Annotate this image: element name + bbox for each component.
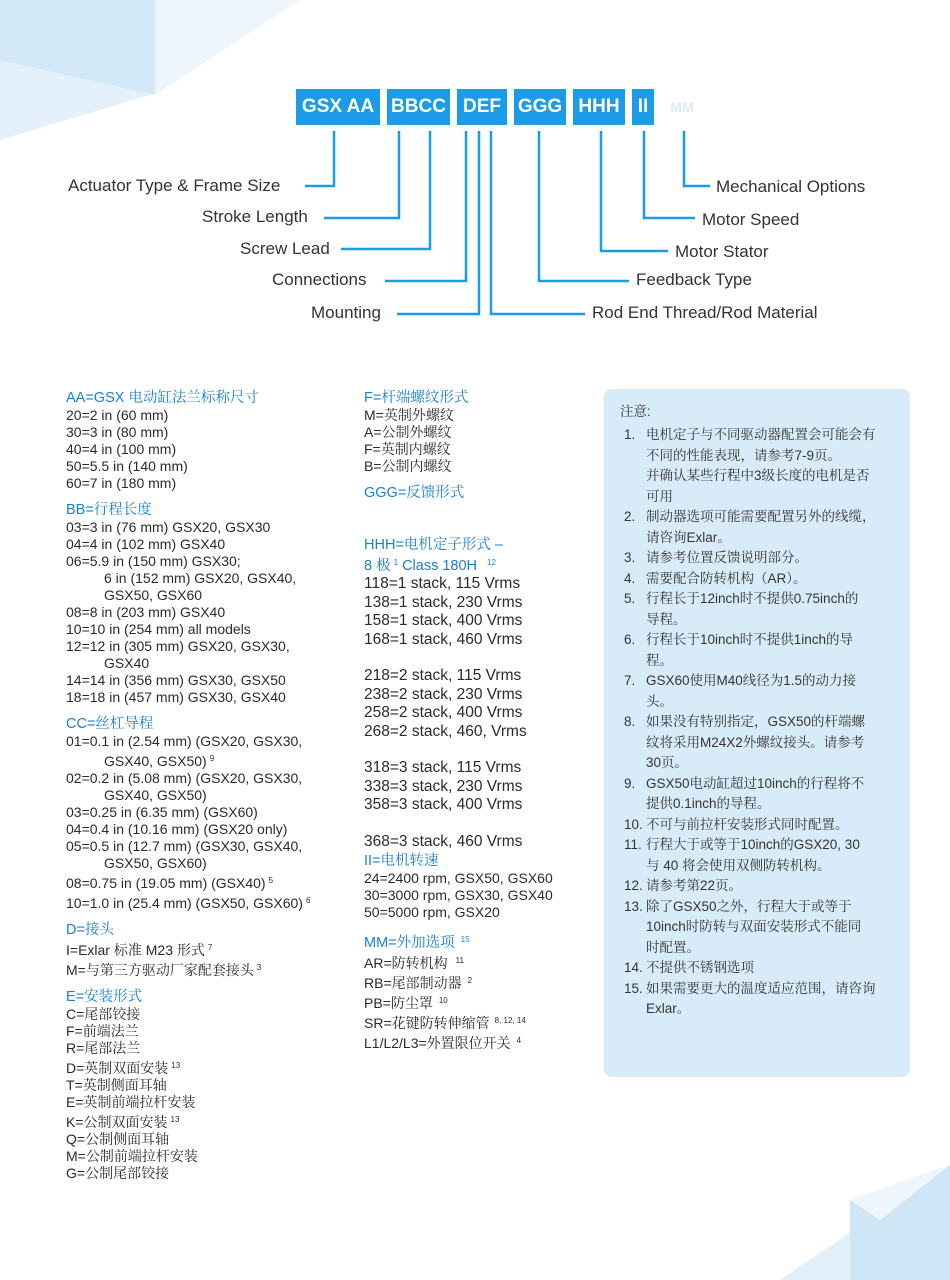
hhh-item: 158=1 stack, 400 Vrms xyxy=(364,612,523,629)
footnote-ref: 2 xyxy=(467,976,473,985)
aa-item: 50=5.5 in (140 mm) xyxy=(66,458,188,474)
hhh-item: 268=2 stack, 460, Vrms xyxy=(364,722,527,740)
line-mechanical xyxy=(684,131,710,186)
mm-item-text: AR=防转机构 xyxy=(364,955,448,971)
hhh-item: 218=2 stack, 115 Vrms xyxy=(364,667,522,684)
ii-heading: II=电机转速 xyxy=(364,853,439,869)
note-text: 纹将采用M24X2外螺纹接头。请参考 xyxy=(646,734,865,750)
label-mounting: Mounting xyxy=(311,303,381,322)
note-text: 时配置。 xyxy=(646,939,700,955)
cc-item-cont: GSX50, GSX60) xyxy=(104,855,207,871)
note-number: 1. xyxy=(624,427,636,442)
note-text: 行程大于或等于10inch的GSX20, 30 xyxy=(646,837,860,852)
cc-item: 03=0.25 in (6.35 mm) (GSX60) xyxy=(66,804,258,820)
note-text: 10inch时防转与双面安装形式不能同 xyxy=(646,919,862,934)
hhh-item: 338=3 stack, 230 Vrms xyxy=(364,777,523,795)
hhh-item: 118=1 stack, 115 Vrms xyxy=(364,575,521,592)
cc-item-text: 08=0.75 in (19.05 mm) (GSX40) xyxy=(66,875,266,891)
note-text: 制动器选项可能需要配置另外的线缆， xyxy=(646,509,876,524)
note-text: 请参考位置反馈说明部分。 xyxy=(646,550,808,565)
bb-item-cont: GSX40 xyxy=(104,655,150,671)
hhh-item: 258=2 stack, 400 Vrms xyxy=(364,704,523,721)
footnote-ref: 12 xyxy=(487,558,496,567)
d-item-text: M=与第三方驱动厂家配套接头 xyxy=(66,962,254,978)
note-text: 提供0.1inch的导程。 xyxy=(646,796,771,811)
f-heading: F=杆端螺纹形式 xyxy=(364,390,469,406)
code-ii: II xyxy=(632,89,654,125)
e-heading: E=安装形式 xyxy=(66,989,143,1005)
f-item: B=公制内螺纹 xyxy=(364,458,452,474)
hhh-heading-class: Class 180H xyxy=(402,558,478,574)
bb-item: 18=18 in (457 mm) GSX30, GSX40 xyxy=(66,689,286,705)
label-stroke-length: Stroke Length xyxy=(202,207,308,226)
ii-item: 50=5000 rpm, GSX20 xyxy=(364,904,500,920)
mm-item xyxy=(364,952,594,972)
hhh-item: 138=1 stack, 230 Vrms xyxy=(364,593,523,611)
cc-item xyxy=(66,872,346,892)
hhh-item: 358=3 stack, 400 Vrms xyxy=(364,796,523,813)
e-item-text: K=公制双面安装 xyxy=(66,1114,168,1130)
note-text: 如果需要更大的温度适应范围，请咨询 xyxy=(646,980,876,996)
footnote-ref: 1 xyxy=(393,558,399,567)
f-item: M=英制外螺纹 xyxy=(364,407,454,423)
note-text: 行程长于10inch时不提供1inch的导 xyxy=(646,632,854,647)
note-item xyxy=(620,958,902,979)
note-item xyxy=(620,897,902,959)
mm-item xyxy=(364,1012,594,1032)
note-number: 12. xyxy=(624,878,643,893)
cc-item-text: 10=1.0 in (25.4 mm) (GSX50, GSX60) xyxy=(66,895,303,911)
label-feedback-type: Feedback Type xyxy=(636,270,752,289)
hhh-heading-cont xyxy=(364,554,594,575)
aa-item: 20=2 in (60 mm) xyxy=(66,407,169,423)
bb-item: 03=3 in (76 mm) GSX20, GSX30 xyxy=(66,519,271,535)
footnote-ref: 11 xyxy=(455,956,464,965)
label-motor-speed: Motor Speed xyxy=(702,210,800,229)
note-text: 并确认某些行程中3级长度的电机是否 xyxy=(646,468,870,483)
aa-heading: AA=GSX 电动缸法兰标称尺寸 xyxy=(66,390,259,406)
d-item xyxy=(66,959,346,979)
note-item xyxy=(620,589,902,630)
options-column-2 xyxy=(364,390,594,1052)
d-item xyxy=(66,939,346,959)
note-number: 6. xyxy=(624,632,636,647)
footnote-ref: 9 xyxy=(209,754,215,763)
footnote-ref: 7 xyxy=(207,943,213,952)
mm-heading xyxy=(364,931,594,952)
mm-item xyxy=(364,992,594,1012)
note-item xyxy=(620,979,902,1020)
ii-item: 24=2400 rpm, GSX50, GSX60 xyxy=(364,870,553,886)
footnote-ref: 15 xyxy=(460,935,470,944)
code-gsx-aa: GSX AA xyxy=(296,89,380,125)
note-number: 2. xyxy=(624,509,636,524)
note-item xyxy=(620,569,902,590)
note-text: 可用 xyxy=(646,488,673,504)
f-item: F=英制内螺纹 xyxy=(364,441,451,457)
e-item: G=公制尾部铰接 xyxy=(66,1165,170,1181)
corner-decoration-bottom-right xyxy=(750,1150,950,1280)
note-text: 请参考第22页。 xyxy=(646,878,743,893)
note-number: 13. xyxy=(624,898,643,914)
note-text: 如果没有特别指定，GSX50的杆端螺 xyxy=(646,714,866,729)
note-number: 4. xyxy=(624,570,636,586)
bb-item: 14=14 in (356 mm) GSX30, GSX50 xyxy=(66,672,286,688)
note-number: 11. xyxy=(624,837,642,852)
note-number: 3. xyxy=(624,550,636,565)
aa-item: 60=7 in (180 mm) xyxy=(66,475,177,491)
ii-item: 30=3000 rpm, GSX30, GSX40 xyxy=(364,887,553,903)
cc-item: 01=0.1 in (2.54 mm) (GSX20, GSX30, xyxy=(66,733,303,749)
cc-item-cont-text: GSX40, GSX50) xyxy=(104,753,207,769)
e-item: R=尾部法兰 xyxy=(66,1040,141,1056)
cc-heading: CC=丝杠导程 xyxy=(66,716,154,732)
cc-item xyxy=(66,892,346,912)
bb-item: 06=5.9 in (150 mm) GSX30; xyxy=(66,553,241,569)
bb-heading: BB=行程长度 xyxy=(66,502,152,518)
hhh-item: 238=2 stack, 230 Vrms xyxy=(364,685,523,703)
note-text: 除了GSX50之外，行程大于或等于 xyxy=(646,898,852,914)
note-text: 导程。 xyxy=(646,611,687,627)
hhh-item: 368=3 stack, 460 Vrms xyxy=(364,832,523,850)
note-text: 请咨询Exlar。 xyxy=(646,529,731,545)
code-bbcc: BBCC xyxy=(387,89,450,125)
notes-list xyxy=(620,425,902,1020)
note-number: 8. xyxy=(624,714,636,729)
note-text: 不提供不锈钢选项 xyxy=(646,960,754,975)
footnote-ref: 13 xyxy=(171,1061,181,1070)
cc-item: 04=0.4 in (10.16 mm) (GSX20 only) xyxy=(66,821,288,837)
note-item xyxy=(620,507,902,548)
label-connections: Connections xyxy=(272,270,367,289)
e-item: C=尾部铰接 xyxy=(66,1006,141,1022)
note-number: 15. xyxy=(624,980,643,996)
cc-item: 05=0.5 in (12.7 mm) (GSX30, GSX40, xyxy=(66,838,303,854)
note-text: GSX50电动缸超过10inch的行程将不 xyxy=(646,775,865,791)
footnote-ref: 8, 12, 14 xyxy=(494,1016,526,1025)
cc-item: 02=0.2 in (5.08 mm) (GSX20, GSX30, xyxy=(66,770,303,786)
note-item xyxy=(620,630,902,671)
mm-item-text: RB=尾部制动器 xyxy=(364,975,462,991)
ggg-heading: GGG=反馈形式 xyxy=(364,485,465,501)
note-text: 行程长于12inch时不提供0.75inch的 xyxy=(646,591,859,606)
note-text: GSX60使用M40线径为1.5的动力接 xyxy=(646,673,857,688)
cc-item-cont: GSX40, GSX50) xyxy=(104,787,207,803)
code-hhh: HHH xyxy=(573,89,625,125)
note-text: 程。 xyxy=(646,652,673,668)
line-feedback xyxy=(539,131,629,281)
e-item xyxy=(66,1057,346,1077)
code-ggg: GGG xyxy=(514,89,566,125)
bb-item: 12=12 in (305 mm) GSX20, GSX30, xyxy=(66,638,290,654)
mm-item xyxy=(364,972,594,992)
aa-item: 40=4 in (100 mm) xyxy=(66,441,177,457)
label-motor-stator: Motor Stator xyxy=(675,242,769,261)
label-rod-end: Rod End Thread/Rod Material xyxy=(592,303,818,322)
note-number: 7. xyxy=(624,673,636,688)
footnote-ref: 6 xyxy=(305,896,311,905)
d-heading: D=接头 xyxy=(66,922,114,938)
label-actuator-type: Actuator Type & Frame Size xyxy=(68,176,281,195)
bb-item-cont: GSX50, GSX60 xyxy=(104,587,203,603)
bb-item: 04=4 in (102 mm) GSX40 xyxy=(66,536,226,552)
mm-item-text: L1/L2/L3=外置限位开关 xyxy=(364,1035,511,1051)
line-actuator xyxy=(305,131,334,186)
note-text: 不同的性能表现，请参考7-9页。 xyxy=(646,447,842,463)
note-item xyxy=(620,835,902,876)
hhh-heading-text: 8 极 xyxy=(364,558,391,574)
e-item: T=英制侧面耳轴 xyxy=(66,1077,167,1093)
code-mm: MM xyxy=(670,99,694,115)
cc-item-cont xyxy=(66,750,346,770)
note-item xyxy=(620,815,902,836)
note-item xyxy=(620,671,902,712)
note-text: 头。 xyxy=(646,693,673,709)
label-screw-lead: Screw Lead xyxy=(240,239,330,258)
footnote-ref: 13 xyxy=(170,1115,180,1124)
note-number: 10. xyxy=(624,816,643,832)
line-speed xyxy=(644,131,695,218)
footnote-ref: 10 xyxy=(438,996,448,1005)
note-number: 14. xyxy=(624,960,643,975)
e-item: E=英制前端拉杆安装 xyxy=(66,1094,196,1110)
note-text: Exlar。 xyxy=(646,1001,691,1016)
note-item xyxy=(620,712,902,774)
note-item xyxy=(620,876,902,897)
mm-heading-text: MM=外加选项 xyxy=(364,935,455,951)
bb-item-cont: 6 in (152 mm) GSX20, GSX40, xyxy=(104,570,297,586)
footnote-ref: 3 xyxy=(256,963,262,972)
mm-item xyxy=(364,1032,594,1052)
line-connections xyxy=(385,131,466,281)
note-text: 与 40 将会使用双侧防转机构。 xyxy=(646,857,831,873)
e-item: M=公制前端拉杆安装 xyxy=(66,1148,198,1164)
options-column-1 xyxy=(66,390,346,1182)
d-item-text: I=Exlar 标准 M23 形式 xyxy=(66,942,205,958)
f-item: A=公制外螺纹 xyxy=(364,424,452,440)
note-text: 电机定子与不同驱动器配置会可能会有 xyxy=(646,427,876,442)
e-item: F=前端法兰 xyxy=(66,1023,139,1039)
bb-item: 10=10 in (254 mm) all models xyxy=(66,621,251,637)
e-item xyxy=(66,1111,346,1131)
note-number: 5. xyxy=(624,591,636,606)
mm-item-text: SR=花键防转伸缩管 xyxy=(364,1015,490,1031)
bb-item: 08=8 in (203 mm) GSX40 xyxy=(66,604,226,620)
aa-item: 30=3 in (80 mm) xyxy=(66,424,169,440)
notes-panel xyxy=(604,389,910,1077)
mm-item-text: PB=防尘罩 xyxy=(364,995,433,1011)
label-mechanical-options: Mechanical Options xyxy=(716,177,866,196)
hhh-item: 168=1 stack, 460 Vrms xyxy=(364,630,523,648)
note-text: 30页。 xyxy=(646,755,689,770)
note-text: 需要配合防转机构（AR）。 xyxy=(646,570,807,586)
e-item-text: D=英制双面安装 xyxy=(66,1060,169,1076)
footnote-ref: 4 xyxy=(516,1036,522,1045)
line-stator xyxy=(601,131,668,251)
note-number: 9. xyxy=(624,775,636,791)
line-screw xyxy=(341,131,430,249)
hhh-heading: HHH=电机定子形式 – xyxy=(364,537,503,553)
e-item: Q=公制侧面耳轴 xyxy=(66,1131,170,1147)
code-def: DEF xyxy=(457,89,507,125)
connector-lines xyxy=(0,0,950,340)
notes-title: 注意: xyxy=(620,404,651,419)
note-text: 不可与前拉杆安装形式同时配置。 xyxy=(646,816,849,832)
footnote-ref: 5 xyxy=(268,876,274,885)
note-item xyxy=(620,548,902,569)
hhh-item: 318=3 stack, 115 Vrms xyxy=(364,759,522,776)
note-item xyxy=(620,774,902,815)
note-item xyxy=(620,425,902,507)
